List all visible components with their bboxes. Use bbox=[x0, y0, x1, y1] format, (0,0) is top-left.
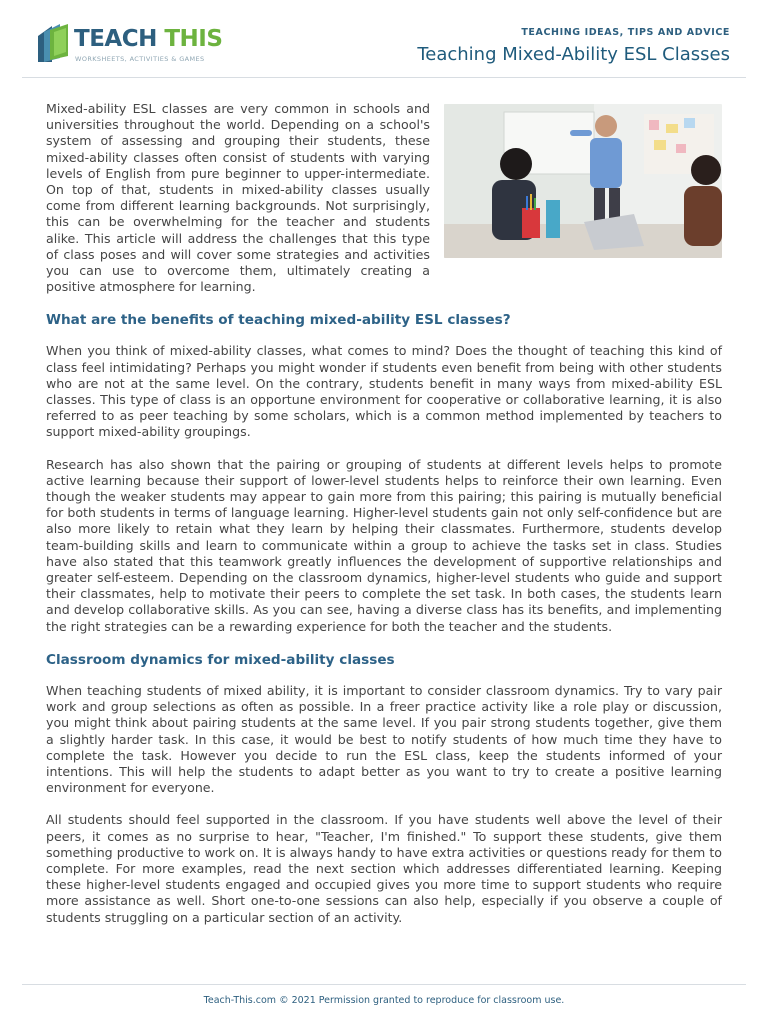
header-kicker: TEACHING IDEAS, TIPS AND ADVICE bbox=[521, 27, 730, 38]
page-header bbox=[22, 18, 746, 78]
intro-paragraph: Mixed-ability ESL classes are very common in schools and universities throughout the world. Depending on a school's system of assessing and grouping their students, these mixed-ability classes often consist of students with varying levels of English from pure beginner to upper-intermediate. On top of that, students in mixed-ability classes usually come from different learning backgrounds. Not surprisingly, this can be overwhelming for the teacher and students alike. This article will address the challenges that this type of class poses and will cover some strategies and activities you can use to overcome them, ultimately creating a positive atmosphere for learning. bbox=[46, 101, 430, 295]
teach-this-logo[interactable] bbox=[36, 22, 226, 72]
logo-this: THIS bbox=[164, 26, 223, 52]
section-heading-dynamics: Classroom dynamics for mixed-ability classes bbox=[46, 651, 395, 668]
logo-wordmark bbox=[74, 26, 222, 52]
page-title: Teaching Mixed-Ability ESL Classes bbox=[417, 44, 730, 65]
logo-tagline: WORKSHEETS, ACTIVITIES & GAMES bbox=[75, 55, 205, 63]
paragraph: When teaching students of mixed ability, it is important to consider classroom dynamics. Try to vary pair work and group selections as often as possible. In a freer practice activity like a role play or discussion, you might think about pairing students at the same level. If you pair strong students together, give them a slightly harder task. In this case, it would be best to notify students of how much time they have to complete the task. However you decide to run the ESL class, keep the students informed of your intentions. This will help the students to adapt better as you want to try to create a positive learning environment for everyone. bbox=[46, 682, 722, 796]
page-footer: Teach-This.com © 2021 Permission granted to reproduce for classroom use. bbox=[22, 984, 746, 1006]
article-body bbox=[46, 101, 722, 942]
paragraph: All students should feel supported in the classroom. If you have students well above the level of their peers, it comes as no surprise to hear, "Teacher, I'm finished." To support these students, give them something productive to work on. It is always handy to have extra activities or questions ready for them to complete. For more examples, read the next section which addresses differentiated learning. Keeping these higher-level students engaged and occupied gives you more time to support students who require more assistance as well. Short one-to-one sessions can also help, especially if you observe a couple of students struggling on a particular section of an activity. bbox=[46, 812, 722, 925]
paragraph: Research has also shown that the pairing or grouping of students at different levels helps to promote active learning because their support of lower-level students helps to reinforce their own learning. Even though the weaker students may appear to gain more from this pairing; this pairing is mutually beneficial for both students in terms of language learning. Higher-level students gain not only self-confidence but are also more likely to retain what they learn by helping their classmates. Furthermore, students develop team-building skills and learn to communicate within a group to achieve the tasks set in class. Studies have also stated that this teamwork greatly influences the development of supportive relationships and greater self-esteem. Depending on the classroom dynamics, higher-level students who guide and support their classmates, help to motivate their peers to complete the set task. In both cases, the students learn and develop collaborative skills. As you can see, having a diverse class has its benefits, and implementing the right strategies can be a rewarding experience for both the teacher and the students. bbox=[46, 456, 722, 634]
paragraph: When you think of mixed-ability classes, what comes to mind? Does the thought of teaching this kind of class feel intimidating? Perhaps you might wonder if students even benefit from being with other students who are not at the same level. On the contrary, students benefit in many ways from mixed-ability ESL classes. This type of class is an opportune environment for cooperative or collaborative learning, it is also referred to as peer teaching by some scholars, which is a common method implemented by teachers to support mixed-ability groupings. bbox=[46, 343, 722, 440]
section-heading-benefits: What are the benefits of teaching mixed-ability ESL classes? bbox=[46, 312, 511, 329]
logo-teach: TEACH bbox=[74, 26, 157, 52]
classroom-photo bbox=[444, 104, 722, 258]
book-icon bbox=[36, 22, 72, 66]
